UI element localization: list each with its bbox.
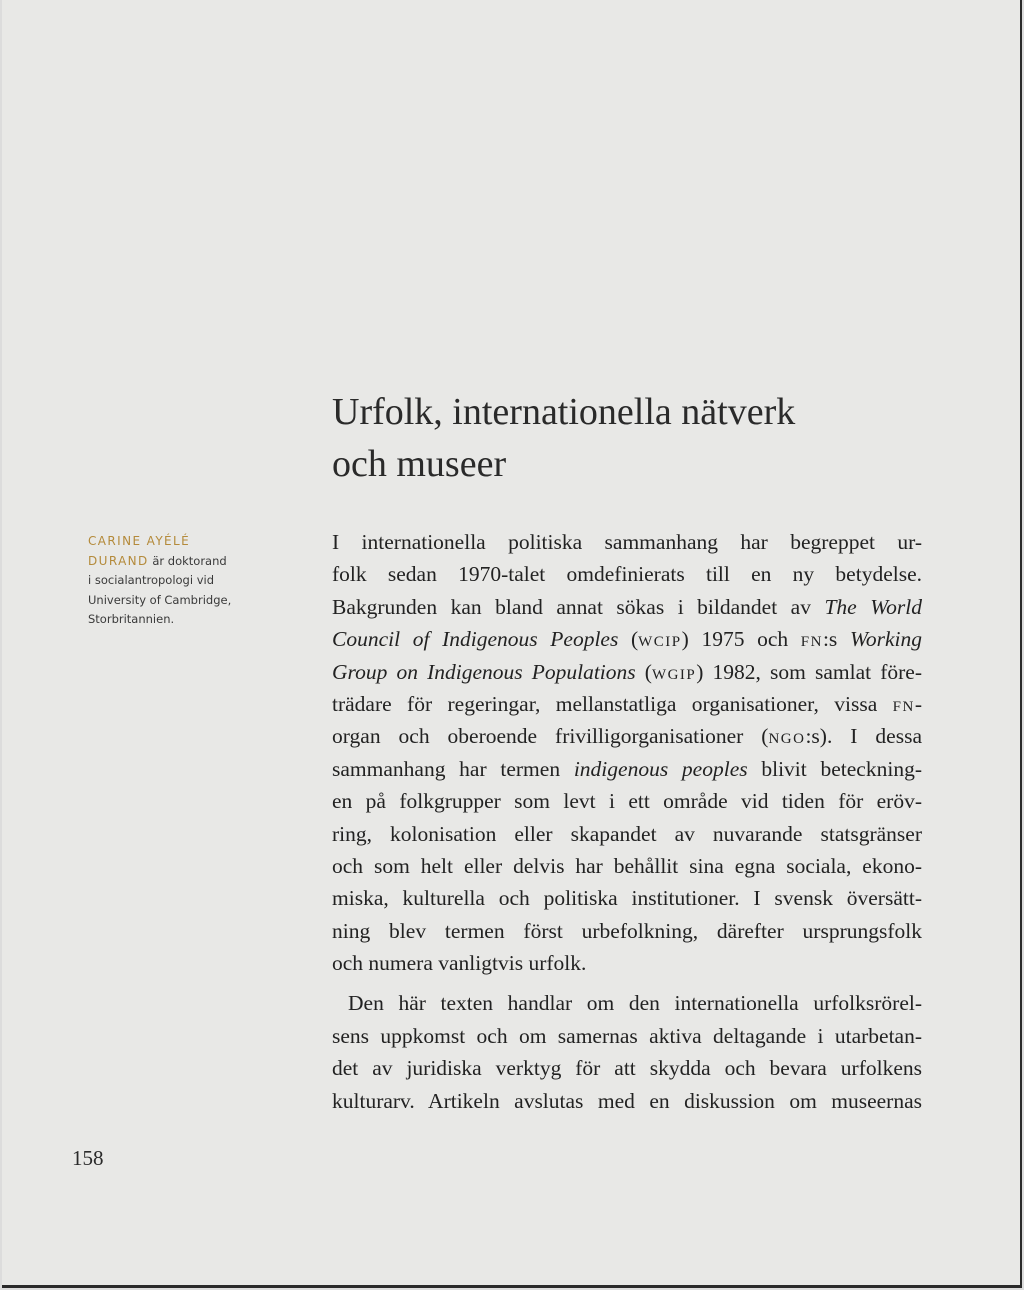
text-line: kulturarv. Artikeln avslutas med en diskussion om museernas bbox=[332, 1088, 922, 1113]
page-number: 158 bbox=[72, 1146, 104, 1170]
author-line bbox=[88, 552, 288, 572]
title-line: Urfolk, internationella nätverk bbox=[332, 391, 796, 433]
author-name-line: CARINE AYÉLÉ bbox=[88, 534, 191, 548]
text-segment: trädare för regeringar, mellanstatliga organisationer, vissa bbox=[332, 691, 893, 716]
abbreviation: wgip bbox=[651, 659, 697, 684]
paragraph-1 bbox=[332, 526, 922, 979]
italic-term: indigenous peoples bbox=[573, 756, 748, 781]
text-segment: ( bbox=[618, 627, 639, 652]
author-line: Storbritannien. bbox=[88, 612, 175, 626]
text-line: sens uppkomst och om samernas aktiva deltagande i utarbetan- bbox=[332, 1023, 922, 1048]
abbreviation: fn bbox=[800, 627, 823, 652]
text-line bbox=[332, 591, 922, 623]
abbreviation: fn bbox=[892, 691, 915, 716]
text-line bbox=[332, 720, 922, 752]
text-line bbox=[332, 623, 922, 655]
paragraph-gap bbox=[332, 979, 922, 987]
author-surname: DURAND bbox=[88, 553, 149, 568]
italic-title: Group on Indigenous Populations bbox=[332, 659, 636, 684]
author-role: är doktorand bbox=[148, 553, 227, 568]
author-line: i socialantropologi vid bbox=[88, 573, 215, 587]
text-segment: :s bbox=[822, 627, 850, 652]
abbreviation: wcip bbox=[638, 627, 682, 652]
text-line: och numera vanligtvis urfolk. bbox=[332, 951, 587, 976]
text-line: ring, kolonisation eller skapandet av nuvarande statsgränser bbox=[332, 821, 922, 846]
paragraph-2 bbox=[332, 987, 922, 1117]
italic-title: Council of Indigenous Peoples bbox=[332, 627, 619, 652]
italic-title: The World bbox=[824, 594, 922, 619]
text-line: folk sedan 1970-talet omdefinierats till en ny betydelse. bbox=[332, 562, 922, 587]
text-line: ning blev termen först urbefolkning, därefter ursprungsfolk bbox=[332, 918, 922, 943]
text-line: en på folkgrupper som levt i ett område vid tiden för eröv- bbox=[332, 789, 922, 814]
text-segment: organ och oberoende frivilligorganisationer ( bbox=[332, 724, 769, 749]
text-line: och som helt eller delvis har behållit sina egna sociala, ekono- bbox=[332, 853, 922, 878]
article-title bbox=[332, 386, 972, 490]
text-line: det av juridiska verktyg för att skydda och bevara urfolkens bbox=[332, 1056, 922, 1081]
text-line bbox=[332, 753, 922, 785]
text-segment: ( bbox=[635, 659, 652, 684]
text-line bbox=[332, 656, 922, 688]
article-body bbox=[332, 526, 922, 1117]
text-line: Den här texten handlar om den internationella urfolksrörel- bbox=[348, 991, 922, 1016]
text-line: I internationella politiska sammanhang har begreppet ur- bbox=[332, 530, 922, 554]
text-segment: blivit beteckning- bbox=[747, 756, 922, 781]
book-page bbox=[2, 0, 1022, 1288]
text-segment: sammanhang har termen bbox=[332, 756, 574, 781]
text-segment: :s). I dessa bbox=[805, 724, 922, 749]
italic-title: Working bbox=[849, 627, 923, 652]
abbreviation: ngo bbox=[768, 724, 806, 749]
text-segment: ) 1982, som samlat före- bbox=[696, 659, 922, 684]
text-line bbox=[332, 688, 922, 720]
text-segment: Bakgrunden kan bland annat sökas i bildandet av bbox=[332, 594, 825, 619]
text-segment: ) 1975 och bbox=[681, 627, 801, 652]
text-segment: - bbox=[914, 691, 922, 716]
author-note bbox=[88, 532, 288, 630]
author-line: University of Cambridge, bbox=[88, 592, 232, 607]
title-line: och museer bbox=[332, 443, 507, 485]
text-line: miska, kulturella och politiska institutioner. I svensk översätt- bbox=[332, 886, 922, 911]
